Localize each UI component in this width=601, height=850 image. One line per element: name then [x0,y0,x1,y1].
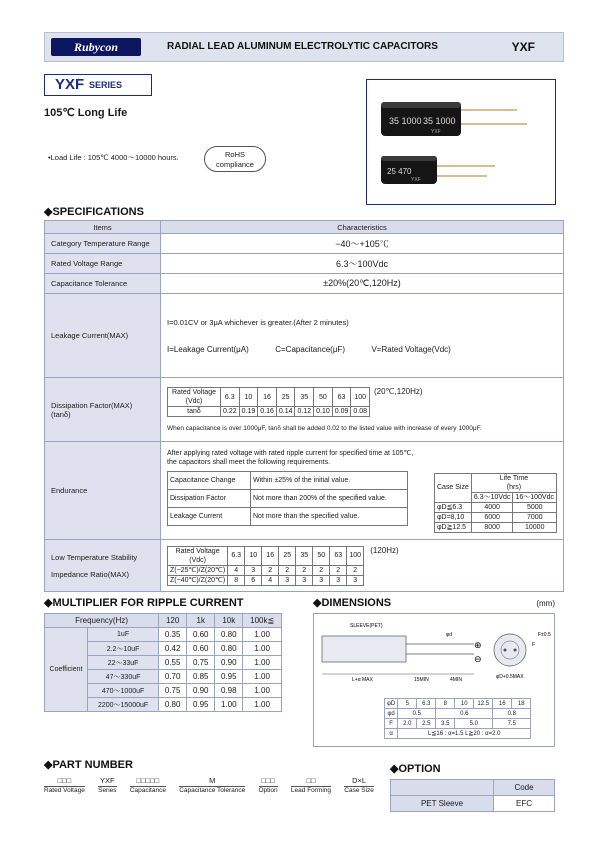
dim-d: 0.5 [398,709,436,719]
life-value: 10000 [513,522,557,532]
pn-segment [130,776,166,794]
lt-v: 10 [245,546,262,565]
life-unit: (hrs) [506,483,522,491]
dim-f05-label: F±0.5 [538,632,551,638]
life-col: 16〜100Vdc [513,492,557,502]
df-tan: 0.08 [351,407,370,417]
life-size: φD≧12.5 [434,522,471,532]
coef: 1.00 [243,684,282,698]
dim-f: 5.0 [455,719,493,729]
pn-code: □□□ [261,776,275,785]
tagline: 105℃ Long Life [44,107,128,119]
life-value: 7000 [513,512,557,522]
lowtemp-item2: Impedance Ratio(MAX) [51,569,129,579]
part-number-row [44,776,374,794]
item-df [45,378,161,442]
coef: 1.00 [215,698,243,712]
lt-rv-label [168,546,228,565]
lt-val: 2 [313,565,330,575]
df-v: 16 [258,388,277,407]
coef: 0.85 [187,670,215,684]
lt-val: 3 [313,575,330,585]
life-time-table [434,473,557,533]
dim-h: φD [385,699,398,709]
pn-label: Case Size [344,787,374,794]
item-tol: Capacitance Tolerance [45,274,161,294]
dim-d: 0.6 [436,709,493,719]
lt-val: 3 [245,565,262,575]
item-endurance: Endurance [45,442,161,540]
coef: 0.70 [159,670,187,684]
cap-range: 22〜33uF [88,656,159,670]
dim-f-row-label: F [385,719,398,729]
coef: 0.75 [159,684,187,698]
pn-code: YXF [100,776,115,785]
specifications-heading: ◆SPECIFICATIONS [44,206,144,218]
lt-val: 3 [279,575,296,585]
pn-label: Capacitance Tolerance [179,787,246,794]
feature-load-life: •Load Life : 105℃ 4000〜10000 hours. [48,153,179,162]
endurance-check-name: Leakage Current [168,507,251,525]
part-number-heading: ◆PART NUMBER [44,759,133,771]
df-v: 63 [332,388,351,407]
life-value: 6000 [471,512,513,522]
dimensions-box [313,613,555,747]
value-volt: 6.3〜100Vdc [161,254,564,274]
dim-f: 3.5 [436,719,455,729]
value-endurance [161,442,564,540]
dimensions-unit: (mm) [536,599,555,608]
multiplier-heading: ◆MULTIPLIER FOR RIPPLE CURRENT [44,597,244,609]
life-head-text: Life Time [499,474,529,482]
df-item-line2: (tanδ) [51,409,71,419]
coef: 0.90 [187,684,215,698]
coef: 0.80 [215,628,243,642]
df-note: When capacitance is over 1000μF, tanδ shall be added 0.02 to the listed value with increase of every 1000μF. [167,425,482,432]
value-leak [161,294,564,378]
dimension-table [384,698,531,739]
series-box [44,74,152,96]
df-tan: 0.16 [258,407,277,417]
df-tan: 0.12 [295,407,314,417]
pn-segment [259,776,278,794]
lowtemp-item1: Low Temperature Stability [51,552,138,562]
header-title: RADIAL LEAD ALUMINUM ELECTROLYTIC CAPACITORS [167,41,438,52]
lt-val: 2 [330,565,347,575]
capacitor-illustration [367,80,555,204]
dim-h: 8 [436,699,455,709]
life-size: φD=8,10 [434,512,471,522]
coef: 0.55 [159,656,187,670]
freq: 120 [159,614,187,628]
pn-code: □□□□□ [136,776,160,785]
endurance-check-value: Within ±25% of the initial value. [251,471,408,489]
lt-v: 16 [262,546,279,565]
item-leak: Leakage Current(MAX) [45,294,161,378]
coef: 0.35 [159,628,187,642]
dim-plus: ⊕ [474,641,482,651]
lt-val: 3 [296,575,313,585]
leak-legend-i: I=Leakage Current(μA) [167,344,249,354]
option-row-code: EFC [494,796,555,812]
pn-segment [291,776,331,794]
endurance-intro2: the capacitors shall meet the following requirements. [167,458,331,466]
dim-h: 5 [398,699,417,709]
lt-row-label: Z(−25℃)/Z(20℃) [168,565,228,575]
option-table [390,779,555,812]
life-col: 6.3〜10Vdc [471,492,513,502]
lt-val: 2 [279,565,296,575]
df-rv-label2: (Vdc) [185,398,203,405]
dim-d: 0.8 [493,709,531,719]
option-col-code: Code [494,780,555,796]
df-tan: 0.19 [239,407,258,417]
page-header [44,32,564,62]
series-name: YXF [55,76,85,93]
life-value: 4000 [471,502,513,512]
coef: 1.00 [243,642,282,656]
life-value: 8000 [471,522,513,532]
multiplier-table [44,613,282,712]
coef: 1.00 [243,628,282,642]
cap2-sub: YXF [411,177,421,183]
lt-v: 100 [347,546,364,565]
df-v: 10 [239,388,258,407]
lowtemp-condition: (120Hz) [370,545,399,555]
coef: 0.95 [187,698,215,712]
option-blank [391,780,494,796]
value-temp: −40〜+105℃ [161,234,564,254]
col-items: Items [45,221,161,234]
lt-val: 2 [262,565,279,575]
rohs-line2: compliance [216,160,254,169]
option-heading: ◆OPTION [390,763,441,775]
pn-code: □□□ [57,776,72,785]
cap-range: 470〜1000uF [88,684,159,698]
coef: 0.60 [187,628,215,642]
pn-code: M [209,776,216,785]
coef: 0.42 [159,642,187,656]
pn-segment [98,776,116,794]
cap-range: 1uF [88,628,159,642]
df-tan-label: tanδ [168,407,221,417]
coef: 0.80 [215,642,243,656]
df-table [167,387,370,417]
endurance-check-value: Not more than 200% of the specified value. [251,489,408,507]
item-volt: Rated Voltage Range [45,254,161,274]
pn-segment [179,776,245,794]
dim-f-label: F [532,642,536,648]
df-v: 25 [276,388,295,407]
cap-range: 2.2〜10uF [88,642,159,656]
dim-minus: ⊖ [474,655,482,665]
lt-rv-label1: Rated Voltage [175,547,220,555]
dim-l-label: L+α MAX [352,677,373,683]
dim-a: L≦16 : α=1.5 L≧20 : α=2.0 [398,729,531,739]
lt-val: 4 [228,565,245,575]
endurance-check-name: Dissipation Factor [168,489,251,507]
coef: 1.00 [243,698,282,712]
lt-v: 50 [313,546,330,565]
pn-label: Series [98,787,117,794]
df-item-line1: Dissipation Factor(MAX) [51,400,133,410]
lowtemp-table [167,546,364,586]
item-lowtemp [45,540,161,592]
dim-h: 12.5 [474,699,493,709]
coef: 0.80 [159,698,187,712]
df-v: 35 [295,388,314,407]
life-size: φD≦6.3 [434,502,471,512]
dimension-drawing [314,614,554,698]
product-photo [366,79,556,205]
leak-legend-v: V=Rated Voltage(Vdc) [371,344,451,354]
coef: 0.60 [187,642,215,656]
coef-label: Coefficient [45,628,88,712]
dim-phid-label: φd [446,632,453,638]
col-characteristics: Characteristics [161,221,564,234]
dim-15min-label: 15MIN [414,677,429,683]
dim-f: 2.0 [398,719,417,729]
df-v: 100 [351,388,370,407]
coef: 1.00 [243,670,282,684]
coef: 0.75 [187,656,215,670]
pn-label: Rated Voltage [44,787,85,794]
df-tan: 0.09 [332,407,351,417]
lt-val: 4 [262,575,279,585]
cap1-label: 35 1000 [389,116,422,126]
lt-row-label: Z(−40℃)/Z(20℃) [168,575,228,585]
dim-sleeve-label: SLEEVE(PET) [350,623,383,629]
coef: 0.95 [215,670,243,684]
lt-v: 63 [330,546,347,565]
df-rv-label1: Rated Voltage [172,389,216,396]
life-value: 5000 [513,502,557,512]
pn-label: Option [258,787,278,794]
dim-h: 16 [493,699,512,709]
df-tan: 0.22 [220,407,239,417]
pn-segment [44,776,85,794]
cap-range: 47〜330uF [88,670,159,684]
dimensions-heading: ◆DIMENSIONS [313,597,392,609]
endurance-check-value: Not more than the specified value. [251,507,408,525]
freq-label: Frequency(Hz) [45,614,159,628]
dim-4min-label: 4MIN [450,677,462,683]
lt-val: 3 [330,575,347,585]
df-tan: 0.14 [276,407,295,417]
freq: 1k [187,614,215,628]
coef: 0.98 [215,684,243,698]
coef: 0.90 [215,656,243,670]
lt-val: 2 [347,565,364,575]
dim-h: 6.3 [417,699,436,709]
item-temp: Category Temperature Range [45,234,161,254]
lt-val: 6 [245,575,262,585]
pn-label: Capacitance [129,787,166,794]
dim-f: 2.5 [417,719,436,729]
pn-label: Lead Forming [290,787,332,794]
dim-a-label: α [385,729,398,739]
dim-f: 7.5 [493,719,531,729]
pn-code: D×L [352,776,367,785]
life-head [471,473,556,492]
df-condition: (20℃,120Hz) [373,387,423,396]
leak-legend-c: C=Capacitance(μF) [275,344,345,354]
leak-formula: I=0.01CV or 3μA whichever is greater.(After 2 minutes) [167,317,349,327]
brand-logo: Rubycon [51,38,141,56]
coef: 1.00 [243,656,282,670]
lt-rv-label2: (Vdc) [189,556,206,564]
dim-h: 10 [455,699,474,709]
cap1-sub: YXF [431,129,441,135]
value-lowtemp [161,540,564,592]
lt-val: 3 [347,575,364,585]
df-rv-label [168,388,221,407]
lt-v: 35 [296,546,313,565]
df-v: 50 [314,388,333,407]
life-case-label: Case Size [434,473,471,502]
rohs-badge [204,146,266,172]
endurance-check-name: Capacitance Change [168,471,251,489]
dim-phiD-label: φD+0.5MAX [496,674,524,680]
endurance-intro1: After applying rated voltage with rated ripple current for specified time at 105℃, [167,449,414,457]
df-tan: 0.10 [314,407,333,417]
dim-d-label: φd [385,709,398,719]
lt-v: 6.3 [228,546,245,565]
pn-code: □□ [306,776,316,785]
freq: 100k≦ [243,614,282,628]
option-row-name: PET Sleeve [391,796,494,812]
freq: 10k [215,614,243,628]
lt-v: 25 [279,546,296,565]
cap-range: 2200〜15000uF [88,698,159,712]
lt-val: 2 [296,565,313,575]
rohs-line1: RoHS [224,150,245,159]
df-v: 6.3 [220,388,239,407]
value-tol: ±20%(20℃,120Hz) [161,274,564,294]
endurance-check-table [167,471,408,526]
lt-val: 8 [228,575,245,585]
pn-segment [344,776,374,794]
cap2-label: 25 470 [387,167,412,176]
specifications-table [44,220,564,592]
header-series-code: YXF [511,40,535,54]
dim-h: 18 [512,699,531,709]
cap1-label-b: 35 1000 [423,116,456,126]
series-word: SERIES [89,80,123,90]
value-df [161,378,564,442]
